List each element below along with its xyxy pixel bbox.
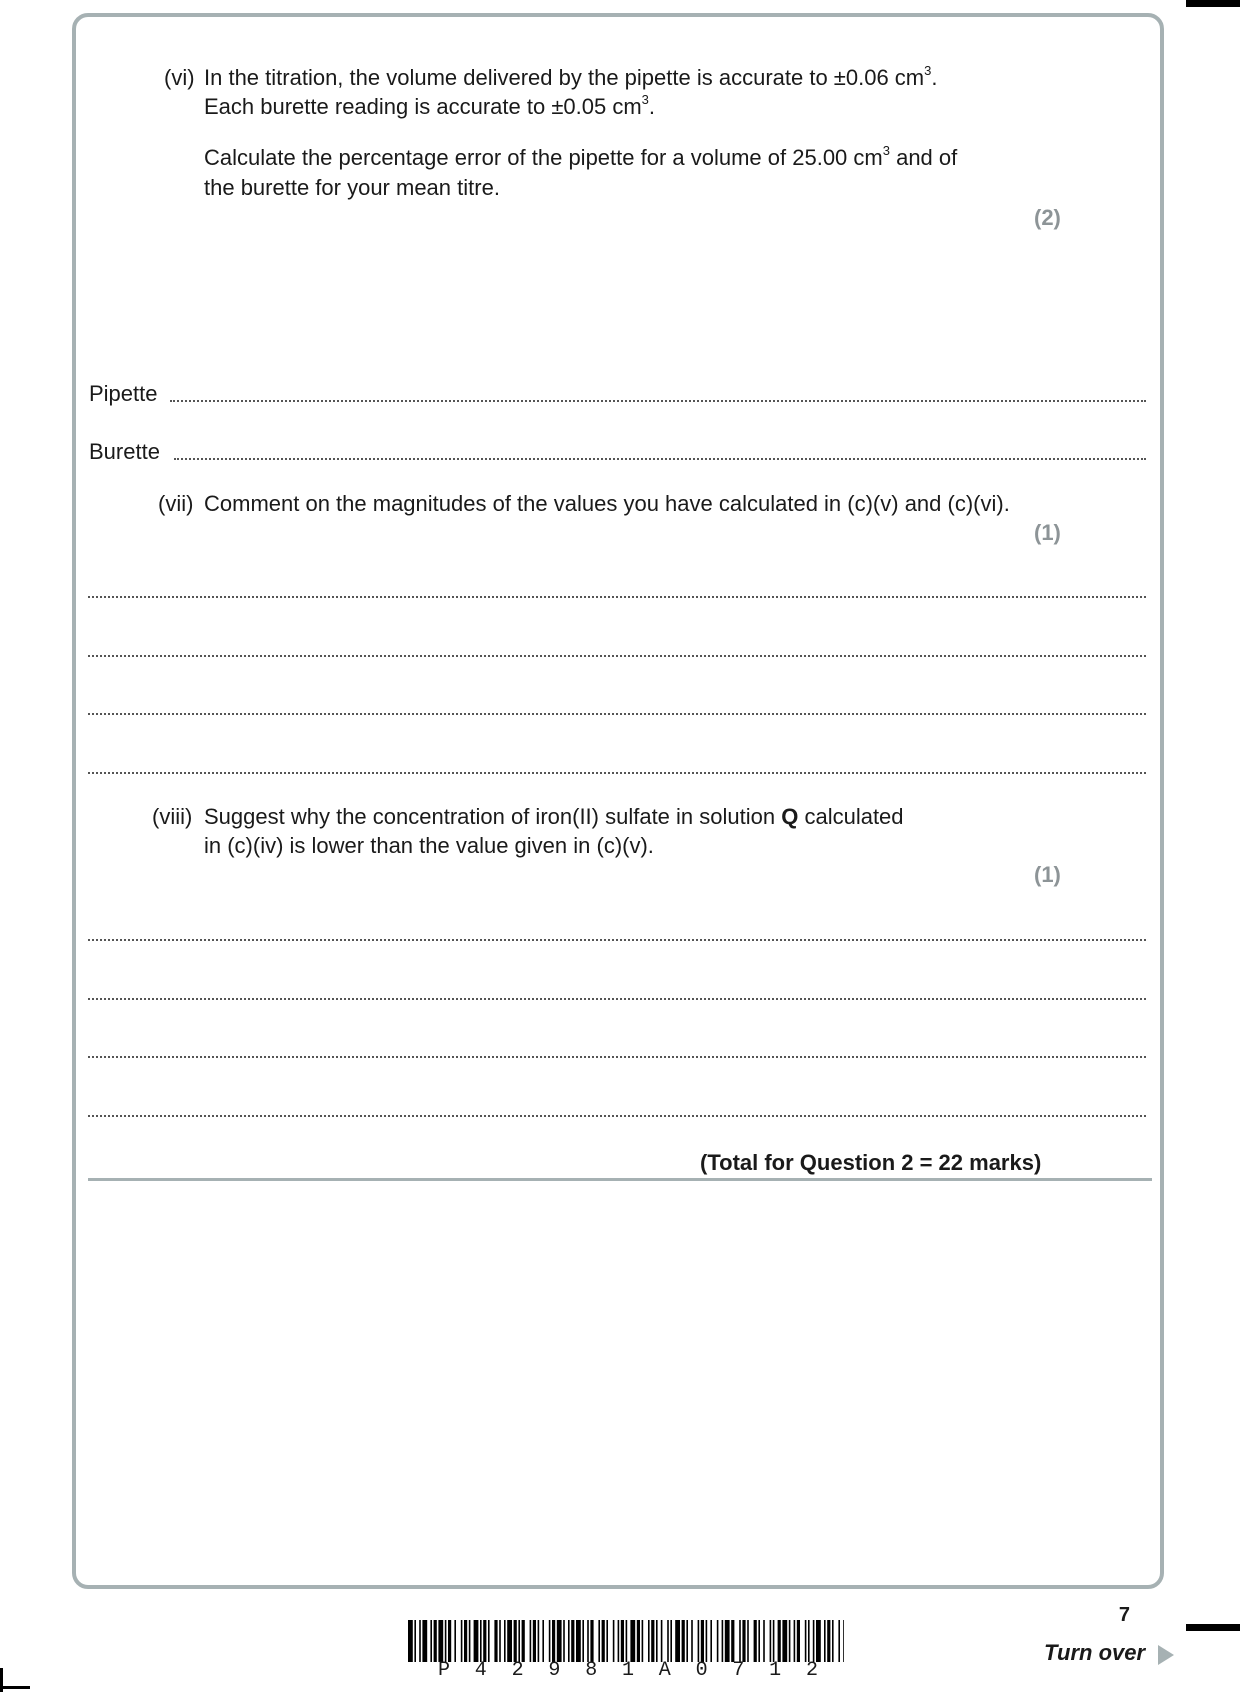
barcode-bar [661,1620,663,1662]
barcode-bar [648,1620,650,1662]
barcode-bar [701,1620,704,1662]
barcode-bar [710,1620,712,1662]
barcode-bar [430,1620,432,1662]
barcode-bar [656,1620,658,1662]
barcode-digit: 9 [548,1659,561,1682]
barcode-bar [805,1620,807,1662]
barcode-bar [464,1620,467,1662]
pipette-label: Pipette [89,381,158,406]
burette-answer-line[interactable] [174,458,1146,460]
barcode-bar [763,1620,765,1662]
barcode-bar [742,1620,745,1662]
barcode-bar [686,1620,688,1662]
turn-over-label: Turn over [1044,1640,1146,1665]
barcode-bar [552,1620,555,1662]
barcode-bar [794,1620,796,1662]
question-vii-number: (vii) [158,491,194,516]
question-vii-marks: (1) [1034,520,1061,545]
barcode-bar [717,1620,719,1662]
barcode-bar [618,1620,620,1662]
barcode-bar [445,1620,447,1662]
barcode-bar [773,1620,775,1662]
barcode-bar [642,1620,644,1662]
question-viii-number: (viii) [152,804,193,829]
barcode-bar [582,1620,584,1662]
barcode-bar [419,1620,421,1662]
barcode-bar [754,1620,757,1662]
barcode-digit: P [438,1659,451,1682]
barcode-bar [621,1620,624,1662]
barcode-bar [422,1620,427,1662]
barcode-bar [549,1620,551,1662]
barcode-bar [414,1620,416,1662]
barcode-bar [469,1620,471,1662]
answer-line[interactable] [88,772,1146,774]
barcode-bar [408,1620,413,1662]
barcode-bar [797,1620,800,1662]
barcode-bar [630,1620,635,1662]
barcode-digit: 2 [511,1659,524,1682]
answer-line[interactable] [88,939,1146,941]
barcode [408,1620,844,1662]
barcode-bar [698,1620,700,1662]
question-vi-number: (vi) [164,65,195,90]
barcode-bar [813,1620,815,1662]
question-vi-marks: (2) [1034,205,1061,230]
barcode-bar [474,1620,479,1662]
barcode-bar [571,1620,574,1662]
answer-box-frame [72,13,1164,1589]
barcode-bar [682,1620,685,1662]
barcode-bar [533,1620,536,1662]
barcode-bar [747,1620,749,1662]
barcode-digit: 7 [732,1659,745,1682]
barcode-bar [824,1620,826,1662]
page-number: 7 [1118,1604,1130,1626]
barcode-bar [590,1620,593,1662]
barcode-bar [731,1620,734,1662]
barcode-bar [522,1620,525,1662]
barcode-bar [789,1620,791,1662]
question-total: (Total for Question 2 = 22 marks) [700,1150,1042,1175]
barcode-bar [832,1620,834,1662]
answer-line[interactable] [88,1115,1146,1117]
barcode-bar [602,1620,605,1662]
barcode-bar [438,1620,443,1662]
barcode-bar [843,1620,844,1662]
barcode-bar [563,1620,565,1662]
question-vi-instruction-line2: the burette for your mean titre. [204,175,500,200]
barcode-bar [576,1620,581,1662]
burette-label: Burette [89,439,160,464]
barcode-bar [725,1620,730,1662]
barcode-bar [706,1620,708,1662]
barcode-bar [670,1620,672,1662]
barcode-bar [518,1620,520,1662]
barcode-bar [557,1620,562,1662]
barcode-bar [499,1620,501,1662]
question-vi-instruction-line1: Calculate the percentage error of the pipette for a volume of 25.00 $cm^3$ and of [204,142,958,170]
barcode-bar [454,1620,456,1662]
barcode-bar [507,1620,512,1662]
barcode-bar [483,1620,486,1662]
barcode-digit: 1 [621,1659,634,1682]
barcode-digit: A [658,1659,671,1682]
crop-mark [1186,1624,1240,1631]
barcode-number [438,1659,818,1682]
barcode-digit: 0 [695,1659,708,1682]
barcode-bar [778,1620,781,1662]
barcode-bar [461,1620,463,1662]
barcode-bar [651,1620,654,1662]
barcode-bar [514,1620,517,1662]
barcode-bar [675,1620,680,1662]
barcode-digit: 8 [585,1659,598,1682]
question-vi-line1: In the titration, the volume delivered by the pipette is accurate to ±0.06 $cm^3$. [204,62,938,90]
pipette-answer-line[interactable] [170,400,1146,402]
barcode-bar [808,1620,810,1662]
question-vii-text: Comment on the magnitudes of the values you have calculated in (c)(v) and (c)(vi). [204,491,1010,516]
turn-over-arrow-icon [1158,1645,1174,1665]
crop-mark [0,1668,3,1692]
barcode-bar [739,1620,741,1662]
total-divider [88,1178,1152,1181]
barcode-bar [782,1620,787,1662]
barcode-bar [504,1620,506,1662]
barcode-bar [542,1620,544,1662]
question-viii-marks: (1) [1034,862,1061,887]
barcode-bar [606,1620,608,1662]
answer-line[interactable] [88,998,1146,1000]
question-vi-line2: Each burette reading is accurate to ±0.05 $cm^3$. [204,91,656,119]
question-viii-line2: in (c)(iv) is lower than the value given in (c)(v). [204,833,654,858]
barcode-bar [816,1620,821,1662]
barcode-bar [691,1620,693,1662]
barcode-bar [448,1620,451,1662]
barcode-bar [434,1620,437,1662]
barcode-bar [770,1620,772,1662]
barcode-bar [637,1620,640,1662]
question-viii-line1: Suggest why the concentration of iron(II) sulfate in solution Q calculated [204,804,904,829]
answer-line[interactable] [88,596,1146,598]
barcode-bar [530,1620,532,1662]
barcode-bar [667,1620,669,1662]
barcode-digit: 4 [474,1659,487,1682]
barcode-digit: 2 [805,1659,818,1682]
barcode-bar [838,1620,840,1662]
barcode-bar [587,1620,589,1662]
barcode-bar [827,1620,830,1662]
barcode-bar [598,1620,600,1662]
barcode-bar [722,1620,724,1662]
barcode-bar [626,1620,628,1662]
answer-line[interactable] [88,1056,1146,1058]
barcode-bar [494,1620,497,1662]
barcode-bar [538,1620,540,1662]
crop-mark [1186,0,1240,7]
barcode-bar [758,1620,760,1662]
barcode-digit: 1 [769,1659,782,1682]
crop-mark [0,1686,30,1689]
answer-line[interactable] [88,655,1146,657]
barcode-bar [568,1620,570,1662]
barcode-bar [613,1620,615,1662]
barcode-bar [480,1620,482,1662]
answer-line[interactable] [88,713,1146,715]
barcode-bar [488,1620,490,1662]
